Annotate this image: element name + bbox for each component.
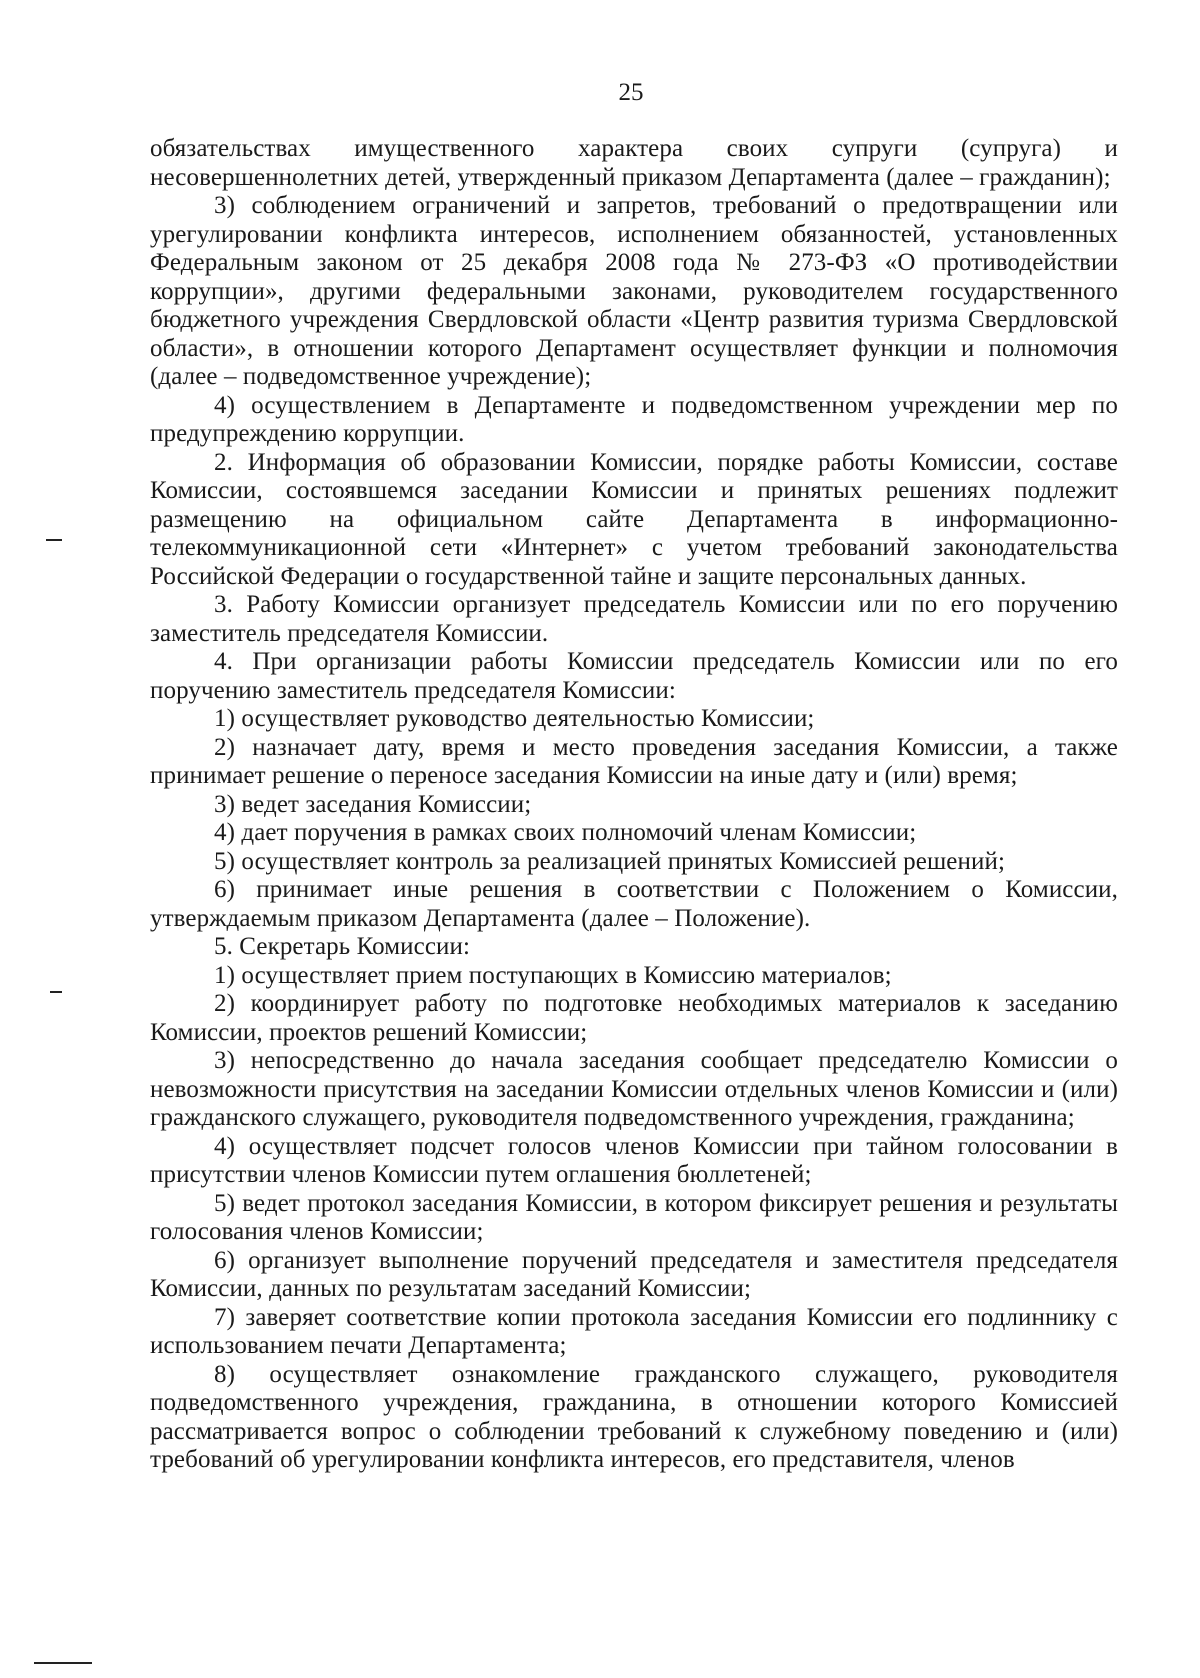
- paragraph: 8) осуществляет ознакомление гражданского служащего, руководителя подведомственного учреждения, гражданина, в отношении которого Комиссией рассматривается вопрос о соблюдении требований к служебному поведению и (или) требований об урегулировании конфликта интересов, его представителя, членов: [150, 1360, 1118, 1473]
- paragraph: 2) координирует работу по подготовке необходимых материалов к заседанию Комиссии, проектов решений Комиссии;: [150, 990, 1118, 1046]
- paragraph: 1) осуществляет прием поступающих в Комиссию материалов;: [214, 961, 892, 989]
- paragraph: 4. При организации работы Комиссии председатель Комиссии или по его поручению заместитель председателя Комиссии:: [150, 648, 1118, 704]
- footer-rule: [34, 1662, 92, 1664]
- paragraph: 5. Секретарь Комиссии:: [214, 933, 471, 960]
- paragraph: 3) ведет заседания Комиссии;: [214, 790, 532, 818]
- paragraph: 3. Работу Комиссии организует председатель Комиссии или по его поручению заместитель председателя Комиссии.: [150, 591, 1118, 647]
- paragraph: 6) организует выполнение поручений председателя и заместителя председателя Комиссии, данных по результатам заседаний Комиссии;: [150, 1246, 1118, 1302]
- margin-mark: [46, 539, 62, 541]
- paragraph: 4) дает поручения в рамках своих полномочий членам Комиссии;: [214, 819, 917, 846]
- document-body: [150, 135, 1118, 1475]
- paragraph: 5) осуществляет контроль за реализацией принятых Комиссией решений;: [214, 847, 1005, 875]
- paragraph: 2. Информация об образовании Комиссии, порядке работы Комиссии, составе Комиссии, состоявшемся заседании Комиссии и принятых решениях подлежит размещению на официальном сайте Департамента в информационно-телекоммуникационной сети «Интернет» с учетом требований законодательства Российской Федерации о государственной тайне и защите персональных данных.: [150, 448, 1118, 590]
- paragraph: 6) принимает иные решения в соответствии с Положением о Комиссии, утверждаемым приказом Департамента (далее – Положение).: [150, 876, 1118, 932]
- paragraph: 5) ведет протокол заседания Комиссии, в котором фиксирует решения и результаты голосования членов Комиссии;: [150, 1189, 1118, 1245]
- paragraph: 7) заверяет соответствие копии протокола заседания Комиссии его подлиннику с использованием печати Департамента;: [150, 1303, 1118, 1359]
- paragraph: 1) осуществляет руководство деятельностью Комиссии;: [214, 705, 815, 732]
- paragraph: обязательствах имущественного характера своих супруги (супруга) и несовершеннолетних детей, утвержденный приказом Департамента (далее – гражданин);: [150, 135, 1118, 191]
- paragraph: 3) соблюдением ограничений и запретов, требований о предотвращении или урегулировании конфликта интересов, исполнением обязанностей, установленных Федеральным законом от 25 декабря 2008 года № 273-ФЗ «О противодействии коррупции», другими федеральными законами, руководителем государственного бюджетного учреждения Свердловской области «Центр развития туризма Свердловской области», в отношении которого Департамент осуществляет функции и полномочия (далее – подведомственное учреждение);: [150, 192, 1118, 390]
- paragraph: 4) осуществлением в Департаменте и подведомственном учреждении мер по предупреждению коррупции.: [150, 391, 1118, 447]
- page-number: 25: [618, 79, 644, 106]
- paragraph: 3) непосредственно до начала заседания сообщает председателю Комиссии о невозможности присутствия на заседании Комиссии отдельных членов Комиссии и (или) гражданского служащего, руководителя подведомственного учреждения, гражданина;: [150, 1047, 1118, 1131]
- paragraph: 4) осуществляет подсчет голосов членов Комиссии при тайном голосовании в присутствии членов Комиссии путем оглашения бюллетеней;: [150, 1132, 1118, 1188]
- margin-mark: [50, 991, 62, 993]
- paragraph: 2) назначает дату, время и место проведения заседания Комиссии, а также принимает решение о переносе заседания Комиссии на иные дату и (или) время;: [150, 733, 1118, 789]
